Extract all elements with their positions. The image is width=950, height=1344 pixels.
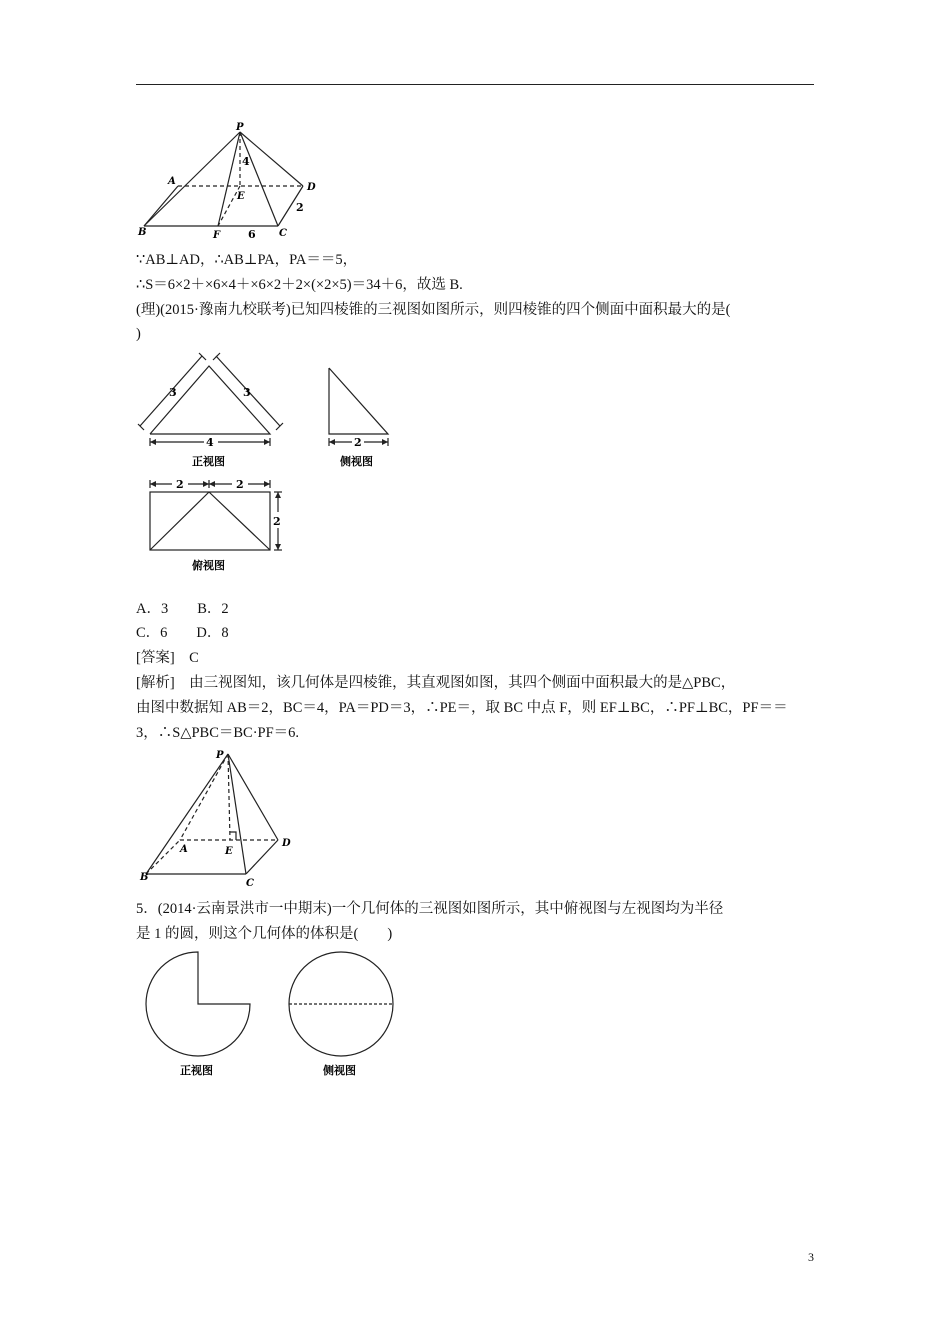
options-row-1: A．3 B．2: [136, 601, 229, 617]
label-A2: A: [180, 844, 188, 855]
answer: [答案] C: [136, 650, 199, 666]
header-rule: [136, 84, 814, 85]
label-E2: E: [225, 846, 233, 857]
side-view-caption: 侧视图: [340, 455, 373, 468]
label-C: C: [279, 228, 287, 239]
analysis-line-2: 由图中数据知 AB＝2，BC＝4，PA＝PD＝3，∴PE＝，取 BC 中点 F，则 EF⊥BC，∴PF⊥BC，PF＝＝: [136, 700, 788, 716]
options-row-2: C．6 D．8: [136, 625, 229, 641]
analysis-line-3: 3，∴S△PBC＝BC·PF＝6.: [136, 725, 300, 741]
label-F: F: [213, 230, 221, 241]
three-view-figure: [136, 352, 396, 580]
label-D: D: [307, 182, 316, 193]
question-stem-end: ): [136, 326, 141, 342]
height-label: 4: [242, 155, 250, 168]
front-left-dim: 3: [169, 386, 177, 399]
label-D2: D: [282, 838, 291, 849]
text-line-2: ∴S＝6×2＋×6×4＋×6×2＋2×(×2×5)＝34＋6，故选 B.: [136, 277, 463, 293]
label-B2: B: [140, 872, 149, 883]
front-right-dim: 3: [243, 386, 251, 399]
top-left-dim: 2: [176, 478, 184, 491]
label-C2: C: [246, 878, 254, 888]
front-view-caption: 正视图: [192, 455, 225, 468]
question-5-line-1: 5．(2014·云南景洪市一中期末)一个几何体的三视图如图所示，其中俯视图与左视图均为半径: [136, 901, 724, 917]
front-base-dim: 4: [206, 436, 214, 449]
side-base-dim: 2: [354, 436, 362, 449]
label-P2: P: [216, 750, 224, 761]
bc-length-label: 6: [248, 228, 256, 241]
top-height-dim: 2: [273, 515, 281, 528]
label-B: B: [138, 227, 147, 238]
label-E: E: [237, 191, 245, 202]
circle-views-figure: [136, 950, 396, 1082]
question-stem: (理)(2015·豫南九校联考)已知四棱锥的三视图如图所示，则四棱锥的四个侧面中面积最大的是(: [136, 302, 731, 318]
text-line-1: ∵AB⊥AD，∴AB⊥PA，PA＝＝5，: [136, 252, 358, 268]
label-P: P: [236, 122, 244, 133]
page-number: 3: [808, 1250, 814, 1264]
label-A: A: [168, 176, 176, 187]
circle-side-caption: 侧视图: [323, 1064, 356, 1077]
pyramid-figure-1: [136, 120, 336, 244]
top-view-caption: 俯视图: [192, 559, 225, 572]
question-5-line-2: 是 1 的圆，则这个几何体的体积是( ): [136, 926, 393, 942]
top-right-dim: 2: [236, 478, 244, 491]
circle-front-caption: 正视图: [180, 1064, 213, 1077]
cd-length-label: 2: [296, 201, 304, 214]
analysis-line-1: [解析] 由三视图知，该几何体是四棱锥，其直观图如图，其四个侧面中面积最大的是△PBC，: [136, 675, 736, 691]
pyramid-figure-2: [136, 748, 306, 888]
